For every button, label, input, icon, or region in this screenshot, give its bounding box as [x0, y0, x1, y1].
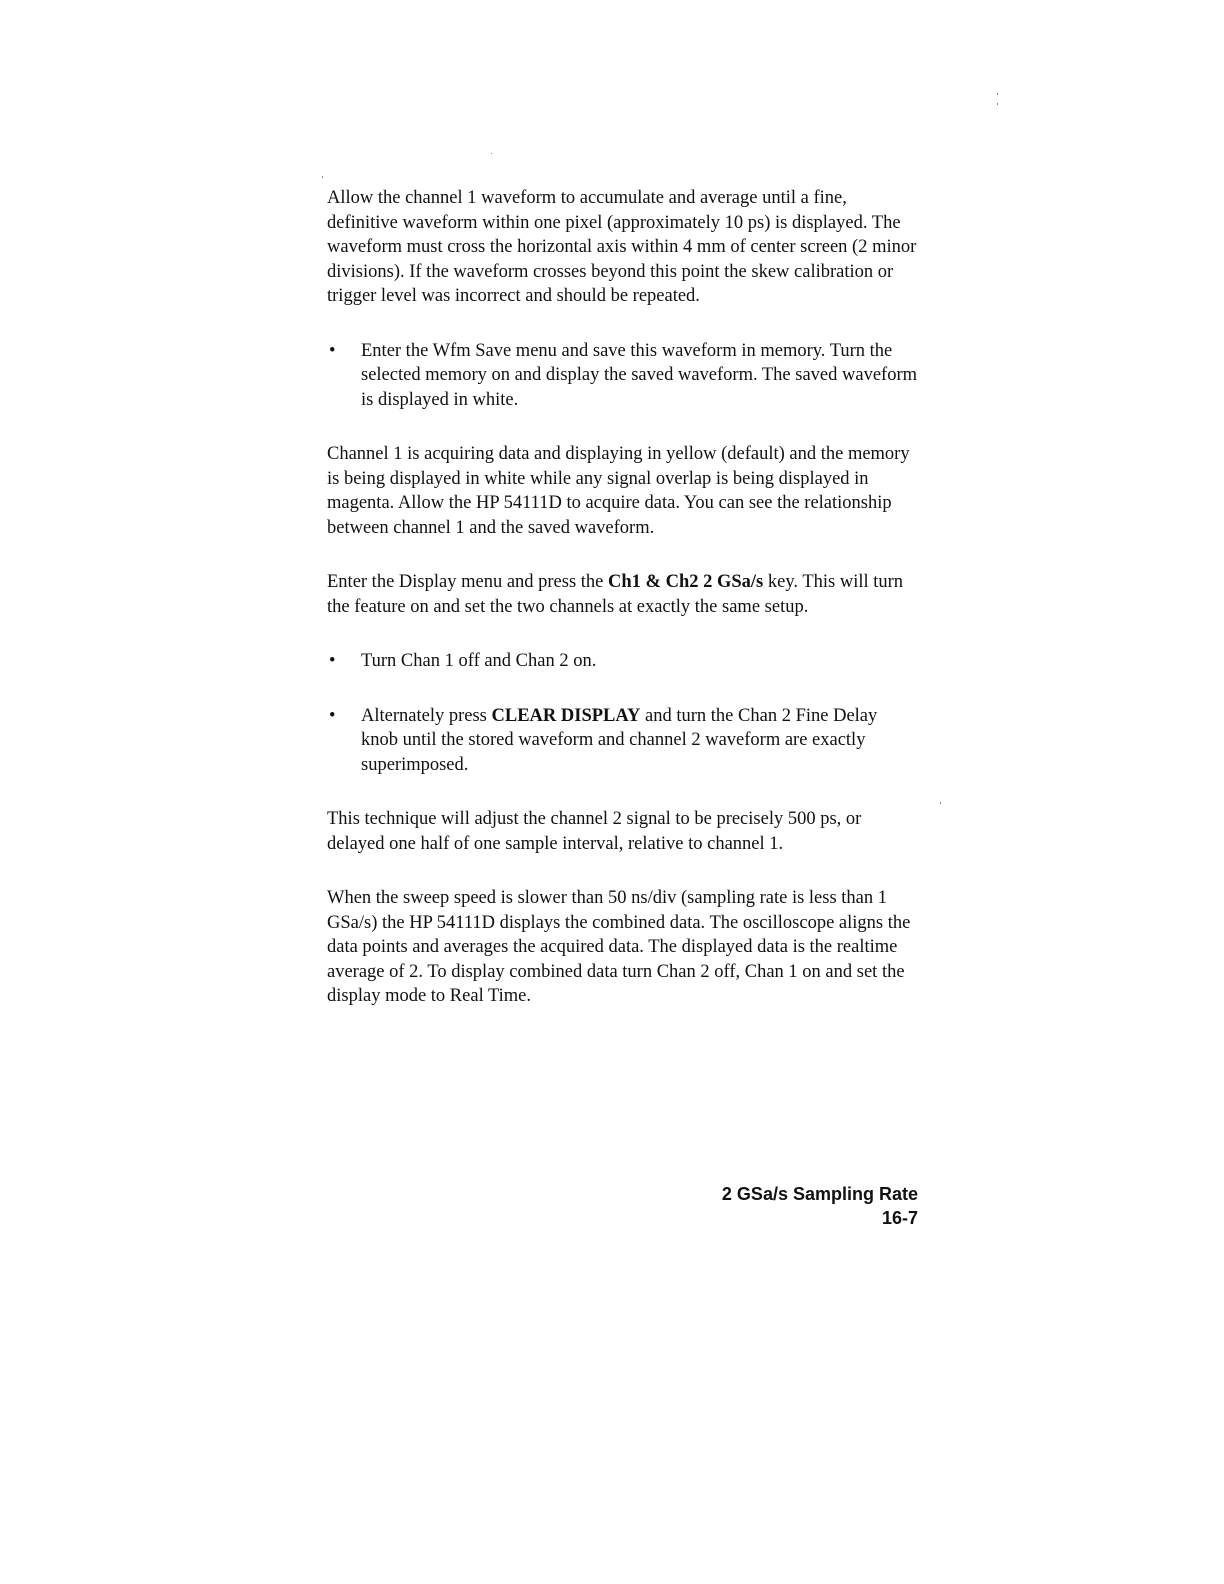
text-run: Enter the Display menu and press the [327, 572, 609, 592]
footer-page-number: 16-7 [881, 1208, 918, 1228]
bullet-clear-display [327, 704, 917, 778]
scan-speck [940, 802, 941, 804]
bullet-dot: • [329, 705, 336, 726]
text-run: key. This will turn the feature on and set the two channels at exactly the same setup. [327, 572, 904, 617]
body-text [327, 186, 927, 1039]
bullet-text [361, 706, 877, 775]
text-run: and turn the Chan 2 Fine Delay knob until the stored waveform and channel 2 waveform are exactly superimposed. [361, 705, 878, 775]
key-name-clear-display: CLEAR DISPLAY [491, 705, 641, 726]
paragraph-combined-data: When the sweep speed is slower than 50 ns/div (sampling rate is less than 1 GSa/s) the HP 54111D displays the combined data. The oscilloscope aligns the data points and averages the acquired data. The displayed data is the realtime average of 2. To display combined data turn Chan 2 off, Chan 1 on and set the display mode to Real Time. [327, 888, 911, 1006]
footer-section-title: 2 GSa/s Sampling Rate [721, 1184, 918, 1204]
bullet-dot: • [329, 340, 336, 361]
bullet-text: Enter the Wfm Save menu and save this waveform in memory. Turn the selected memory on and display the saved waveform. The saved waveform is displayed in white. [361, 340, 918, 410]
paragraph-channel-colors: Channel 1 is acquiring data and displaying in yellow (default) and the memory is being displayed in white while any signal overlap is being displayed in magenta. Allow the HP 54111D to acquire data. You can see the relationship between channel 1 and the saved waveform. [327, 444, 910, 538]
paragraph-display-menu [327, 570, 917, 619]
key-name-ch1-ch2: Ch1 & Ch2 2 GSa/s [608, 572, 764, 592]
bullet-dot: • [329, 651, 336, 671]
paragraph-accumulate-waveform: Allow the channel 1 waveform to accumulate and average until a fine, definitive waveform within one pixel (approximately 10 ps) is displayed. The waveform must cross the horizontal axis within 4 mm of center screen (2 minor divisions). If the waveform crosses beyond this point the skew calibration or trigger level was incorrect and should be repeated. [327, 188, 917, 306]
text-run: Alternately press [361, 705, 492, 726]
bullet-text: Turn Chan 1 off and Chan 2 on. [361, 651, 597, 671]
bullet-chan-toggle [327, 649, 917, 674]
scan-speck [322, 176, 323, 178]
paragraph-adjust-delay: This technique will adjust the channel 2 signal to be precisely 500 ps, or delayed one half of one sample interval, relative to channel 1. [327, 809, 862, 854]
bullet-wfm-save [327, 339, 917, 413]
scan-speck [997, 93, 998, 95]
scan-speck [997, 103, 998, 105]
scan-speck [491, 153, 492, 154]
